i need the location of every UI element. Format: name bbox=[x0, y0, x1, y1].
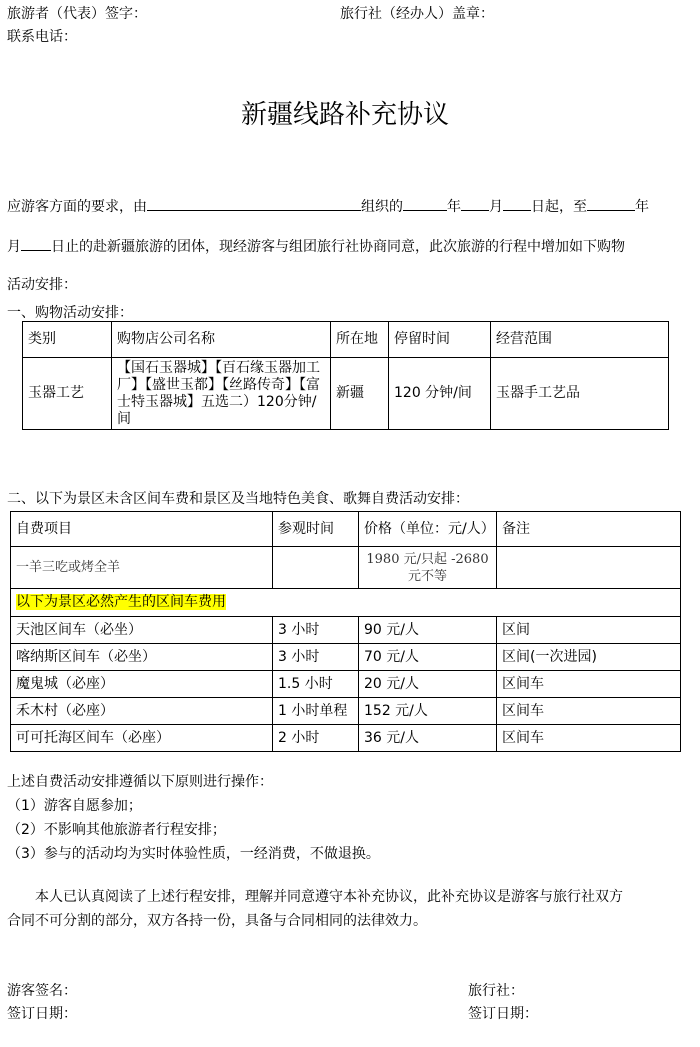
cell-time: 1 小时单程 bbox=[273, 698, 359, 725]
header-price: 价格（单位：元/人） bbox=[359, 512, 497, 547]
cell-price: 1980 元/只起 -2680 元不等 bbox=[359, 547, 497, 589]
cell-item: 可可托海区间车（必座） bbox=[11, 725, 273, 752]
table-row bbox=[23, 358, 669, 430]
day-blank bbox=[503, 196, 531, 211]
cell-item: 一羊三吃或烤全羊 bbox=[11, 547, 273, 589]
intro-line-2: 月 日止的赴新疆旅游的团体，现经游客与组团旅行社协商同意，此次旅游的行程中增加如下购物 bbox=[7, 236, 625, 256]
page-title: 新疆线路补充协议 bbox=[240, 100, 449, 130]
cell-time bbox=[273, 547, 359, 589]
cell-item: 魔鬼城（必座） bbox=[11, 671, 273, 698]
cell-note: 区间车 bbox=[497, 698, 681, 725]
cell-time: 3 小时 bbox=[273, 617, 359, 644]
optional-activities-table bbox=[10, 511, 681, 752]
cell-price: 20 元/人 bbox=[359, 671, 497, 698]
tourist-signature-label: 旅游者（代表）签字： bbox=[7, 6, 147, 22]
agency-seal-label: 旅行社（经办人）盖章： bbox=[340, 6, 494, 22]
statement-line-2: 合同不可分割的部分，双方各持一份，具备与合同相同的法律效力。 bbox=[7, 913, 427, 929]
cell-shops: 【国石玉器城】【百石缘玉器加工厂】【盛世玉都】【丝路传奇】【富士特玉器城】五选二）120分钟/间 bbox=[112, 358, 331, 430]
cell-time: 1.5 小时 bbox=[273, 671, 359, 698]
highlight-text: 以下为景区必然产生的区间车费用 bbox=[16, 594, 226, 610]
sign-date-label: 签订日期： bbox=[7, 1006, 77, 1022]
day-blank-2 bbox=[21, 236, 51, 251]
table-header-row bbox=[11, 512, 681, 547]
header-scope: 经营范围 bbox=[491, 322, 669, 358]
header-item: 自费项目 bbox=[11, 512, 273, 547]
year-blank bbox=[403, 196, 447, 211]
cell-price: 90 元/人 bbox=[359, 617, 497, 644]
header-location: 所在地 bbox=[331, 322, 389, 358]
table-header-row bbox=[23, 322, 669, 358]
year-blank-2 bbox=[587, 196, 635, 211]
statement-line-1: 本人已认真阅读了上述行程安排，理解并同意遵守本补充协议，此补充协议是游客与旅行社双方 bbox=[35, 889, 623, 905]
header-note: 备注 bbox=[497, 512, 681, 547]
intro-line-1: 应游客方面的要求，由 组织的 年 月 日起，至 年 bbox=[7, 196, 649, 216]
table-row bbox=[11, 617, 681, 644]
cell-note: 区间 bbox=[497, 617, 681, 644]
header-category: 类别 bbox=[23, 322, 112, 358]
header-shop-name: 购物店公司名称 bbox=[112, 322, 331, 358]
principles-intro: 上述自费活动安排遵循以下原则进行操作： bbox=[7, 774, 273, 790]
agency-label: 旅行社： bbox=[468, 983, 524, 999]
principle-item: （1）游客自愿参加； bbox=[7, 798, 142, 814]
table-row bbox=[11, 671, 681, 698]
section2-heading: 二、以下为景区未含区间车费和景区及当地特色美食、歌舞自费活动安排： bbox=[7, 491, 469, 507]
section1-heading: 一、购物活动安排： bbox=[7, 305, 133, 321]
month-blank bbox=[461, 196, 489, 211]
tourist-signature-label: 游客签名： bbox=[7, 983, 77, 999]
cell-item: 天池区间车（必坐） bbox=[11, 617, 273, 644]
sign-date-label: 签订日期： bbox=[468, 1006, 538, 1022]
header-duration: 停留时间 bbox=[389, 322, 491, 358]
cell-duration: 120 分钟/间 bbox=[389, 358, 491, 430]
intro-line-3: 活动安排： bbox=[7, 277, 77, 293]
cell-location: 新疆 bbox=[331, 358, 389, 430]
principle-item: （3）参与的活动均为实时体验性质，一经消费，不做退换。 bbox=[7, 846, 380, 862]
principle-item: （2）不影响其他旅游者行程安排； bbox=[7, 822, 226, 838]
cell-item: 喀纳斯区间车（必坐） bbox=[11, 644, 273, 671]
table-row bbox=[11, 698, 681, 725]
cell-note: 区间车 bbox=[497, 725, 681, 752]
shopping-table bbox=[22, 321, 669, 430]
cell-item: 禾木村（必座） bbox=[11, 698, 273, 725]
cell-note: 区间车 bbox=[497, 671, 681, 698]
table-row bbox=[11, 644, 681, 671]
cell-time: 3 小时 bbox=[273, 644, 359, 671]
phone-label: 联系电话： bbox=[7, 29, 77, 45]
cell-price: 36 元/人 bbox=[359, 725, 497, 752]
table-row bbox=[11, 725, 681, 752]
cell-scope: 玉器手工艺品 bbox=[491, 358, 669, 430]
cell-price: 70 元/人 bbox=[359, 644, 497, 671]
cell-note: 区间(一次进园) bbox=[497, 644, 681, 671]
table-row bbox=[11, 547, 681, 589]
cell-price: 152 元/人 bbox=[359, 698, 497, 725]
organizer-blank bbox=[147, 196, 361, 211]
cell-time: 2 小时 bbox=[273, 725, 359, 752]
header-visit-time: 参观时间 bbox=[273, 512, 359, 547]
cell-note bbox=[497, 547, 681, 589]
highlight-row bbox=[11, 589, 681, 617]
cell-category: 玉器工艺 bbox=[23, 358, 112, 430]
